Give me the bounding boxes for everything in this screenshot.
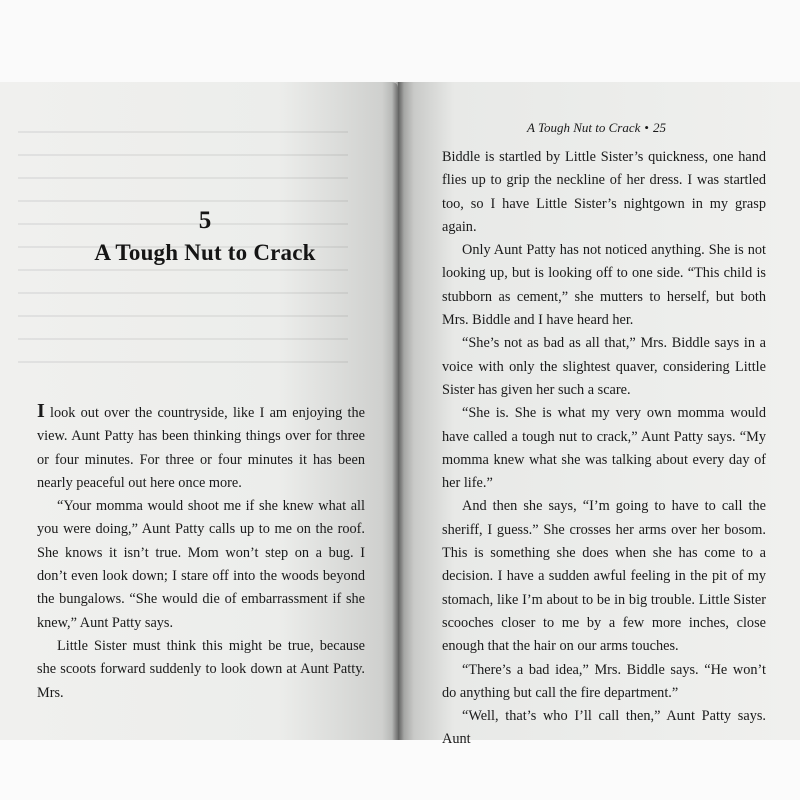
chapter-title: A Tough Nut to Crack <box>94 240 316 265</box>
right-page-body <box>442 146 766 752</box>
paragraph: Little Sister must think this might be true, because she scoots forward suddenly to look down at Aunt Patty. Mrs. <box>37 637 365 701</box>
chapter-number: 5 <box>198 207 212 234</box>
drop-cap: I <box>37 400 45 422</box>
paragraph: “Your momma would shoot me if she knew what all you were doing,” Aunt Patty calls up to me on the roof. She knows it isn’t true. Mom won’t step on a bug. I don’t even look down; I stare off into the woods beyond the bungalows. “She would die of embarrassment if she knew,” Aunt Patty says. <box>37 498 365 631</box>
paragraph: And then she says, “I’m going to have to call the sheriff, I guess.” She crosses her arms over her bosom. This is something she does when she has come to a decision. I have a sudden awful feeling in the pit of my stomach, like I’m about to be in big trouble. Little Sister scooches closer to me by a few more inches, close enough that the hair on our arms touches. <box>442 498 766 655</box>
book-gutter <box>392 82 404 740</box>
paragraph: I look out over the countryside, like I am enjoying the view. Aunt Patty has been thinking things over for three or four minutes. For three or four minutes it has been nearly peaceful out here once more. <box>37 400 365 491</box>
paragraph: “She is. She is what my very own momma would have called a tough nut to crack,” Aunt Patty says. “My momma knew what she was talking about every day of her life.” <box>442 405 766 492</box>
paragraph: Biddle is startled by Little Sister’s quickness, one hand flies up to grip the neckline of her dress. I was startled too, so I have Little Sister’s nightgown in my grasp again. <box>442 149 766 235</box>
paragraph: “She’s not as bad as all that,” Mrs. Biddle says in a voice with only the slightest quaver, considering Little Sister has given her such a scare. <box>442 335 766 398</box>
paragraph: Only Aunt Patty has not noticed anything. She is not looking up, but is looking off to one side. “This child is stubborn as cement,” she mutters to herself, but both Mrs. Biddle and I have heard her. <box>442 242 766 329</box>
paragraph: “Well, that’s who I’ll call then,” Aunt Patty says. Aunt <box>442 708 766 748</box>
page-number: 25 <box>652 120 666 135</box>
left-page-body <box>37 400 365 705</box>
paragraph: “There’s a bad idea,” Mrs. Biddle says. “He won’t do anything but call the fire department.” <box>442 661 766 701</box>
running-head: A Tough Nut to Crack • 25 <box>527 120 666 135</box>
show-through-text <box>18 110 348 360</box>
